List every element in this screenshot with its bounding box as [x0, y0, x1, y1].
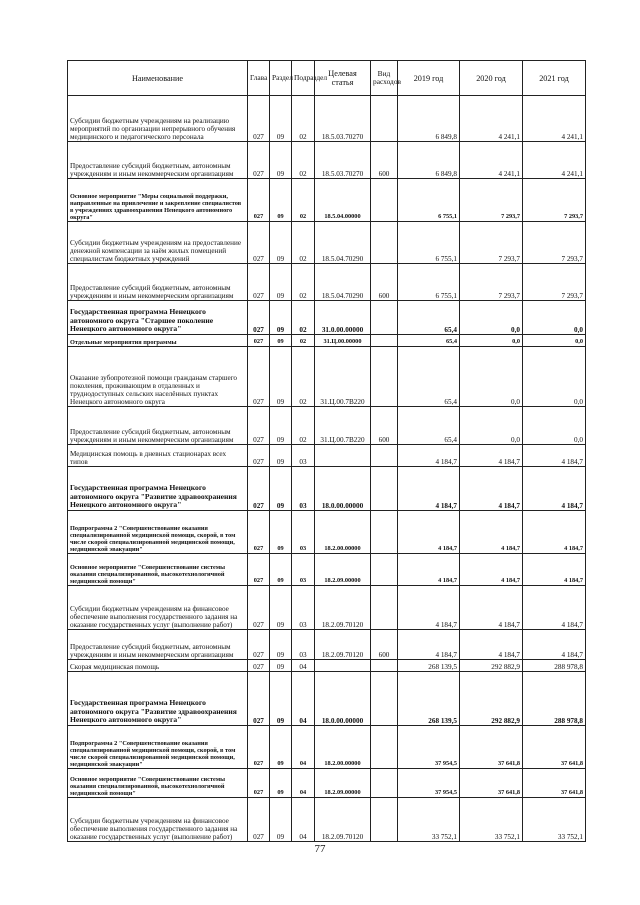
cell-article: 18.5.04.70290: [315, 222, 371, 264]
cell-subsection: 02: [292, 407, 315, 445]
cell-y2020: 0,0: [460, 347, 523, 407]
header-name: Наименование: [68, 61, 248, 96]
cell-y2020: 4 241,1: [460, 96, 523, 142]
cell-subsection: 04: [292, 769, 315, 798]
cell-y2021: 4 241,1: [523, 96, 586, 142]
cell-y2020: 7 293,7: [460, 222, 523, 264]
cell-chapter: 027: [248, 660, 270, 672]
cell-article: 18.2.09.00000: [315, 554, 371, 586]
cell-expense-type: [371, 445, 398, 467]
cell-article: 18.2.09.70120: [315, 586, 371, 630]
cell-y2019: 4 184,7: [398, 445, 460, 467]
cell-y2019: 37 954,5: [398, 726, 460, 769]
cell-section: 09: [270, 511, 292, 554]
header-section: Раздел: [270, 61, 292, 96]
table-row: [68, 407, 586, 445]
table-row: [68, 264, 586, 301]
cell-subsection: 02: [292, 179, 315, 222]
cell-chapter: 027: [248, 769, 270, 798]
cell-y2019: 6 849,8: [398, 142, 460, 179]
header-expense-type: Вид расходов: [371, 61, 398, 96]
cell-section: 09: [270, 142, 292, 179]
cell-section: 09: [270, 630, 292, 660]
cell-name: Субсидии бюджетным учреждениям на предоставление денежной компенсации за наём жилых помещений специалистам бюджетных учреждений: [68, 222, 248, 264]
table-row: [68, 726, 586, 769]
cell-expense-type: [371, 726, 398, 769]
cell-y2019: 4 184,7: [398, 630, 460, 660]
cell-expense-type: 600: [371, 264, 398, 301]
header-2021: 2021 год: [523, 61, 586, 96]
cell-y2021: 33 752,1: [523, 798, 586, 842]
cell-name: Государственная программа Ненецкого автономного округа "Развитие здравоохранения Ненецкого автономного округа": [68, 672, 248, 726]
cell-y2020: 292 882,9: [460, 660, 523, 672]
cell-name: Основное мероприятие "Меры социальной поддержки, направленные на привлечение и закрепление специалистов в учреждениях здравоохранения Ненецкого автономного округа": [68, 179, 248, 222]
cell-y2019: 6 849,8: [398, 96, 460, 142]
budget-table: [67, 60, 586, 842]
cell-y2021: 37 641,8: [523, 726, 586, 769]
cell-chapter: 027: [248, 586, 270, 630]
page-number: 77: [314, 843, 326, 855]
cell-y2019: 33 752,1: [398, 798, 460, 842]
cell-name: Государственная программа Ненецкого автономного округа "Старшее поколение Ненецкого автономного округа": [68, 301, 248, 335]
cell-section: 09: [270, 445, 292, 467]
cell-article: [315, 445, 371, 467]
cell-subsection: 03: [292, 445, 315, 467]
cell-subsection: 03: [292, 630, 315, 660]
cell-article: 18.5.04.00000: [315, 179, 371, 222]
cell-chapter: 027: [248, 96, 270, 142]
cell-article: 18.5.03.70270: [315, 142, 371, 179]
cell-article: 31.Ц.00.7В220: [315, 347, 371, 407]
cell-subsection: 04: [292, 672, 315, 726]
cell-y2019: 268 139,5: [398, 672, 460, 726]
cell-name: Медицинская помощь в дневных стационарах всех типов: [68, 445, 248, 467]
cell-name: Скорая медицинская помощь: [68, 660, 248, 672]
cell-y2020: 4 184,7: [460, 630, 523, 660]
cell-expense-type: 600: [371, 630, 398, 660]
cell-chapter: 027: [248, 347, 270, 407]
cell-y2021: 4 184,7: [523, 467, 586, 511]
table-row: [68, 445, 586, 467]
cell-subsection: 04: [292, 726, 315, 769]
cell-chapter: 027: [248, 511, 270, 554]
cell-article: 31.Ц.00.7В220: [315, 407, 371, 445]
cell-section: 09: [270, 222, 292, 264]
cell-y2020: 33 752,1: [460, 798, 523, 842]
cell-y2020: 7 293,7: [460, 179, 523, 222]
cell-y2021: 4 184,7: [523, 630, 586, 660]
cell-y2019: 6 755,1: [398, 222, 460, 264]
cell-y2021: 7 293,7: [523, 264, 586, 301]
cell-expense-type: [371, 554, 398, 586]
cell-chapter: 027: [248, 554, 270, 586]
cell-y2019: 4 184,7: [398, 586, 460, 630]
table-row: [68, 96, 586, 142]
cell-y2021: 4 184,7: [523, 586, 586, 630]
cell-article: 18.2.09.70120: [315, 798, 371, 842]
cell-name: Отдельные мероприятия программы: [68, 335, 248, 347]
cell-y2019: 4 184,7: [398, 467, 460, 511]
cell-section: 09: [270, 554, 292, 586]
cell-y2021: 0,0: [523, 301, 586, 335]
cell-y2020: 4 184,7: [460, 511, 523, 554]
cell-chapter: 027: [248, 264, 270, 301]
cell-y2019: 6 755,1: [398, 264, 460, 301]
cell-name: Субсидии бюджетным учреждениям на реализацию мероприятий по организации непрерывного обучения медицинского и педагогического персонала: [68, 96, 248, 142]
table-header-row: [68, 61, 586, 96]
cell-chapter: 027: [248, 445, 270, 467]
cell-subsection: 02: [292, 96, 315, 142]
cell-subsection: 03: [292, 467, 315, 511]
cell-section: 09: [270, 96, 292, 142]
cell-section: 09: [270, 467, 292, 511]
cell-section: 09: [270, 586, 292, 630]
cell-y2021: 0,0: [523, 407, 586, 445]
cell-expense-type: [371, 511, 398, 554]
cell-y2019: 65,4: [398, 347, 460, 407]
cell-subsection: 03: [292, 511, 315, 554]
cell-expense-type: [371, 301, 398, 335]
cell-y2019: 65,4: [398, 301, 460, 335]
cell-expense-type: [371, 672, 398, 726]
cell-article: 18.2.09.70120: [315, 630, 371, 660]
cell-expense-type: [371, 222, 398, 264]
cell-y2021: 0,0: [523, 335, 586, 347]
cell-expense-type: [371, 179, 398, 222]
table-row: [68, 222, 586, 264]
cell-name: Субсидии бюджетным учреждениям на финансовое обеспечение выполнения государственного задания на оказание государственных услуг (выполнение работ): [68, 798, 248, 842]
cell-chapter: 027: [248, 179, 270, 222]
table-row: [68, 511, 586, 554]
cell-y2021: 0,0: [523, 347, 586, 407]
cell-section: 09: [270, 798, 292, 842]
cell-section: 09: [270, 179, 292, 222]
cell-y2020: 4 184,7: [460, 586, 523, 630]
cell-name: Предоставление субсидий бюджетным, автономным учреждениям и иным некоммерческим организациям: [68, 407, 248, 445]
cell-chapter: 027: [248, 798, 270, 842]
table-row: [68, 467, 586, 511]
table-row: [68, 630, 586, 660]
table-row: [68, 347, 586, 407]
cell-name: Субсидии бюджетным учреждениям на финансовое обеспечение выполнения государственного задания на оказание государственных услуг (выполнение работ): [68, 586, 248, 630]
cell-y2021: 4 184,7: [523, 445, 586, 467]
header-chapter: Глава: [248, 61, 270, 96]
table-row: [68, 672, 586, 726]
cell-chapter: 027: [248, 301, 270, 335]
cell-name: Предоставление субсидий бюджетным, автономным учреждениям и иным некоммерческим организациям: [68, 630, 248, 660]
cell-name: Предоставление субсидий бюджетным, автономным учреждениям и иным некоммерческим организациям: [68, 264, 248, 301]
cell-subsection: 03: [292, 554, 315, 586]
cell-name: Основное мероприятие "Совершенствование системы оказания специализированной, высокотехнологичной медицинской помощи": [68, 554, 248, 586]
cell-name: Предоставление субсидий бюджетным, автономным учреждениям и иным некоммерческим организациям: [68, 142, 248, 179]
table-row: [68, 142, 586, 179]
cell-section: 09: [270, 301, 292, 335]
cell-y2020: 292 882,9: [460, 672, 523, 726]
cell-article: 18.0.00.00000: [315, 672, 371, 726]
cell-y2021: 37 641,8: [523, 769, 586, 798]
cell-article: 18.0.00.00000: [315, 467, 371, 511]
cell-y2021: 288 978,8: [523, 672, 586, 726]
cell-chapter: 027: [248, 335, 270, 347]
cell-y2019: 4 184,7: [398, 554, 460, 586]
cell-expense-type: [371, 798, 398, 842]
cell-chapter: 027: [248, 142, 270, 179]
cell-subsection: 03: [292, 586, 315, 630]
cell-y2019: 268 139,5: [398, 660, 460, 672]
cell-expense-type: [371, 347, 398, 407]
cell-expense-type: [371, 467, 398, 511]
cell-y2021: 4 184,7: [523, 554, 586, 586]
table-row: [68, 335, 586, 347]
cell-section: 09: [270, 407, 292, 445]
cell-article: 31.Ц.00.00000: [315, 335, 371, 347]
cell-expense-type: [371, 660, 398, 672]
cell-expense-type: [371, 96, 398, 142]
cell-section: 09: [270, 347, 292, 407]
cell-y2020: 37 641,8: [460, 726, 523, 769]
cell-expense-type: 600: [371, 407, 398, 445]
cell-article: 18.2.09.00000: [315, 769, 371, 798]
cell-y2019: 65,4: [398, 407, 460, 445]
header-2019: 2019 год: [398, 61, 460, 96]
table-row: [68, 586, 586, 630]
cell-section: 09: [270, 335, 292, 347]
cell-section: 09: [270, 726, 292, 769]
table-row: [68, 798, 586, 842]
cell-name: Государственная программа Ненецкого автономного округа "Развитие здравоохранения Ненецкого автономного округа": [68, 467, 248, 511]
cell-expense-type: [371, 335, 398, 347]
cell-name: Оказание зубопротезной помощи гражданам старшего поколения, проживающим в отдаленных и труднодоступных сельских населённых пунктах Ненецкого автономного округа: [68, 347, 248, 407]
cell-article: [315, 660, 371, 672]
cell-subsection: 02: [292, 222, 315, 264]
cell-article: 18.2.00.00000: [315, 511, 371, 554]
header-2020: 2020 год: [460, 61, 523, 96]
cell-chapter: 027: [248, 630, 270, 660]
cell-y2020: 4 184,7: [460, 467, 523, 511]
cell-article: 31.0.00.00000: [315, 301, 371, 335]
cell-subsection: 04: [292, 660, 315, 672]
cell-section: 09: [270, 264, 292, 301]
cell-y2020: 4 184,7: [460, 554, 523, 586]
cell-y2020: 0,0: [460, 335, 523, 347]
cell-subsection: 02: [292, 347, 315, 407]
cell-chapter: 027: [248, 726, 270, 769]
cell-subsection: 02: [292, 264, 315, 301]
cell-name: Основное мероприятие "Совершенствование системы оказания специализированной, высокотехнологичной медицинской помощи": [68, 769, 248, 798]
header-subsection: Подраздел: [292, 61, 315, 96]
cell-y2019: 65,4: [398, 335, 460, 347]
table-row: [68, 554, 586, 586]
cell-expense-type: [371, 586, 398, 630]
cell-section: 09: [270, 769, 292, 798]
cell-y2020: 37 641,8: [460, 769, 523, 798]
cell-name: Подпрограмма 2 "Совершенствование оказания специализированной медицинской помощи, скорой, в том числе скорой специализированной медицинской помощи, медицинской эвакуации": [68, 511, 248, 554]
cell-y2019: 37 954,5: [398, 769, 460, 798]
table-row: [68, 769, 586, 798]
header-article: Целевая статья: [315, 61, 371, 96]
table-row: [68, 660, 586, 672]
cell-name: Подпрограмма 2 "Совершенствование оказания специализированной медицинской помощи, скорой, в том числе скорой специализированной медицинской помощи, медицинской эвакуации": [68, 726, 248, 769]
cell-subsection: 02: [292, 142, 315, 179]
table-row: [68, 301, 586, 335]
cell-y2020: 4 184,7: [460, 445, 523, 467]
cell-y2020: 0,0: [460, 301, 523, 335]
cell-y2020: 7 293,7: [460, 264, 523, 301]
cell-article: 18.5.04.70290: [315, 264, 371, 301]
table-row: [68, 179, 586, 222]
cell-section: 09: [270, 660, 292, 672]
cell-y2021: 7 293,7: [523, 222, 586, 264]
cell-chapter: 027: [248, 672, 270, 726]
cell-y2021: 288 978,8: [523, 660, 586, 672]
cell-section: 09: [270, 672, 292, 726]
cell-expense-type: [371, 769, 398, 798]
cell-subsection: 04: [292, 798, 315, 842]
cell-y2019: 4 184,7: [398, 511, 460, 554]
cell-y2019: 6 755,1: [398, 179, 460, 222]
cell-subsection: 02: [292, 335, 315, 347]
cell-y2021: 7 293,7: [523, 179, 586, 222]
cell-expense-type: 600: [371, 142, 398, 179]
cell-chapter: 027: [248, 407, 270, 445]
cell-subsection: 02: [292, 301, 315, 335]
cell-y2021: 4 184,7: [523, 511, 586, 554]
cell-chapter: 027: [248, 222, 270, 264]
cell-article: 18.5.03.70270: [315, 96, 371, 142]
cell-y2020: 0,0: [460, 407, 523, 445]
cell-article: 18.2.00.00000: [315, 726, 371, 769]
cell-chapter: 027: [248, 467, 270, 511]
cell-y2020: 4 241,1: [460, 142, 523, 179]
cell-y2021: 4 241,1: [523, 142, 586, 179]
